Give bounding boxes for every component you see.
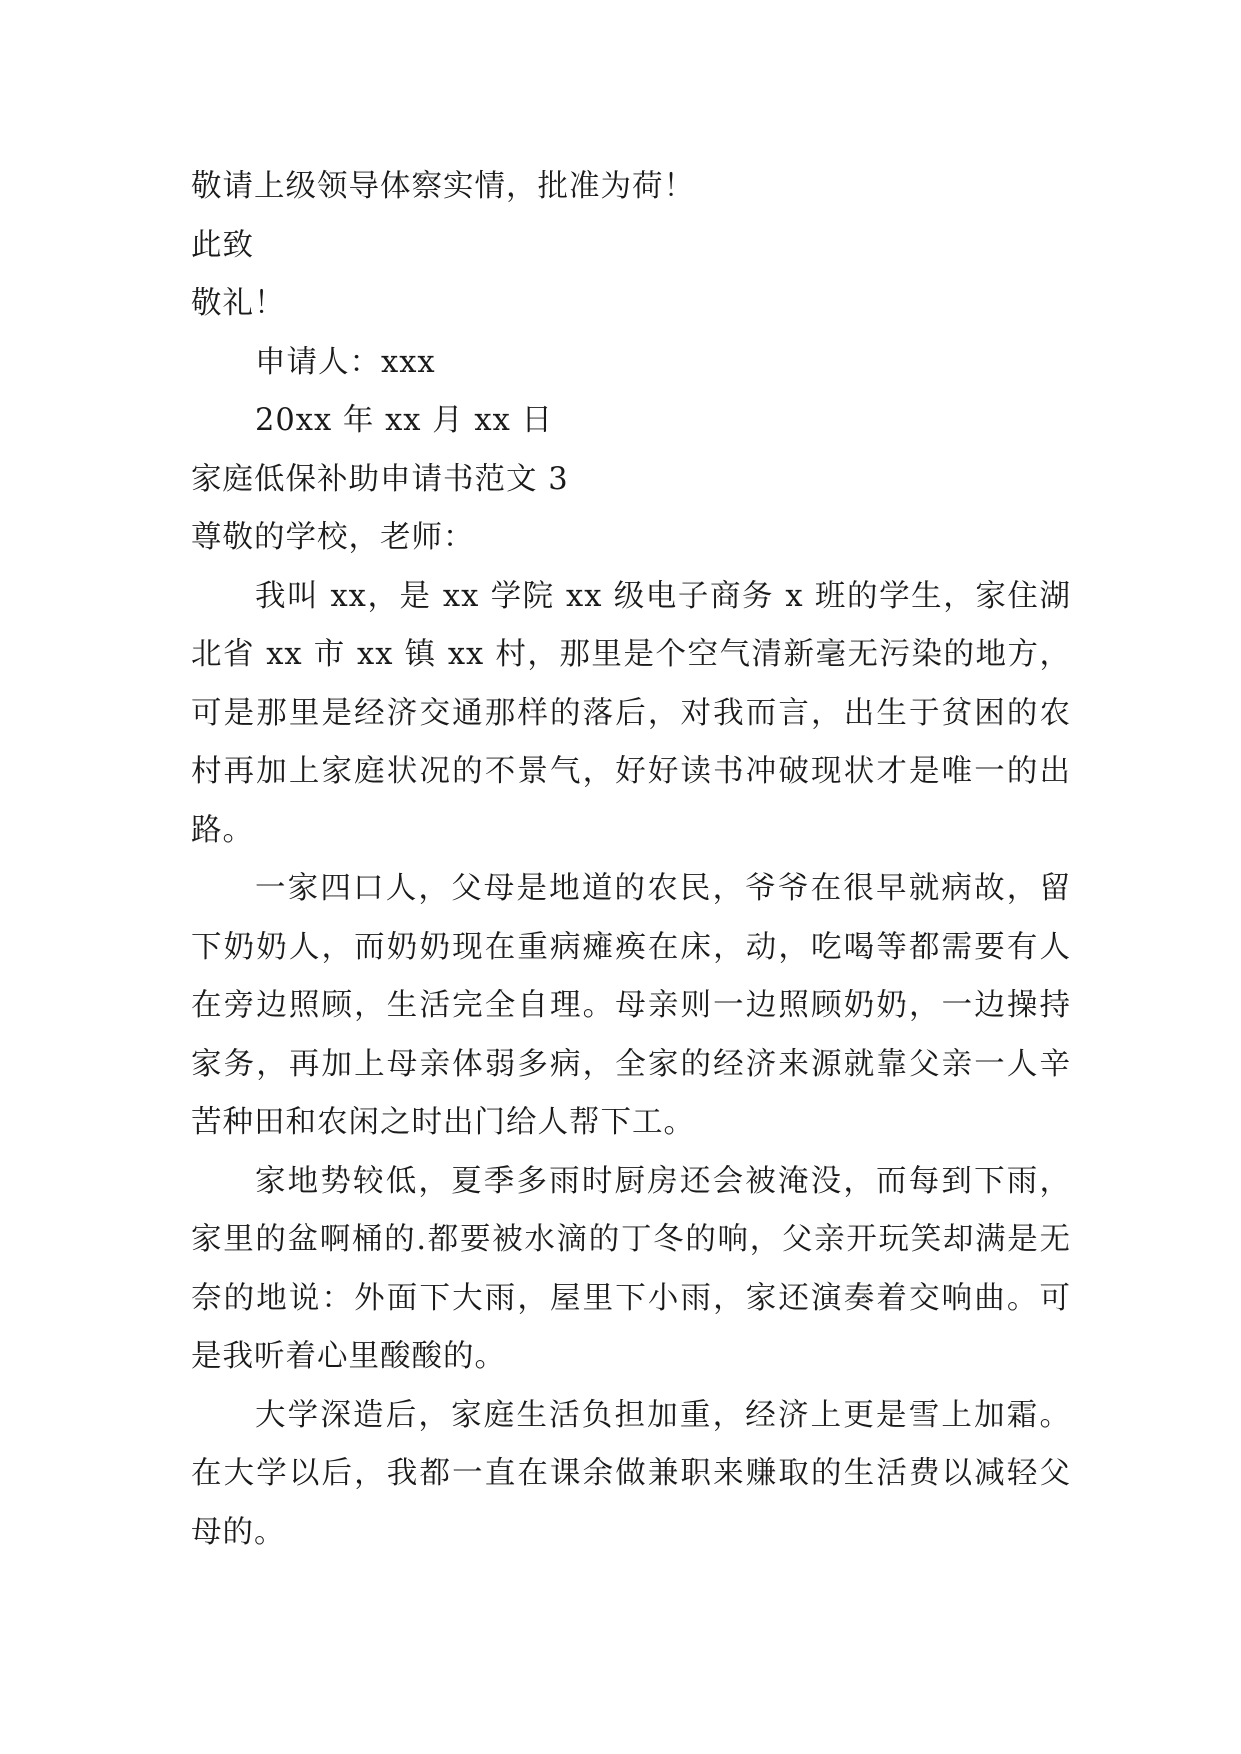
body-paragraph-2: 一家四口人，父母是地道的农民，爷爷在很早就病故，留下奶奶人，而奶奶现在重病瘫痪在床，动，吃喝等都需要有人在旁边照顾，生活完全自理。母亲则一边照顾奶奶，一边操持家务，再加上母亲体弱多病，全家的经济来源就靠父亲一人辛苦种田和农闲之时出门给人帮下工。	[191, 871, 1071, 1140]
salutation-line-2: 敬礼！	[191, 286, 286, 321]
salutation-line-1: 此致	[191, 227, 254, 263]
body-paragraph-4: 大学深造后，家庭生活负担加重，经济上更是雪上加霜。在大学以后，我都一直在课余做兼职来赚取的生活费以减轻父母的。	[191, 1397, 1071, 1550]
document-body	[191, 158, 1071, 1562]
applicant-line: 申请人：xxx	[255, 344, 436, 380]
section-title: 家庭低保补助申请书范文 3	[191, 461, 569, 497]
body-paragraph-3: 家地势较低，夏季多雨时厨房还会被淹没，而每到下雨，家里的盆啊桶的.都要被水滴的丁冬的响，父亲开玩笑却满是无奈的地说：外面下大雨，屋里下小雨，家还演奏着交响曲。可是我听着心里酸酸的。	[191, 1163, 1071, 1374]
greeting-line: 尊敬的学校，老师：	[191, 520, 475, 555]
body-paragraph-1: 我叫 xx，是 xx 学院 xx 级电子商务 x 班的学生，家住湖北省 xx 市 xx 镇 xx 村，那里是个空气清新毫无污染的地方，可是那里是经济交通那样的落后，对我而言，出生于贫困的农村再加上家庭状况的不景气，好好读书冲破现状才是唯一的出路。	[191, 578, 1071, 848]
request-line: 敬请上级领导体察实情，批准为荷！	[191, 169, 695, 204]
date-line: 20xx 年 xx 月 xx 日	[255, 403, 553, 438]
